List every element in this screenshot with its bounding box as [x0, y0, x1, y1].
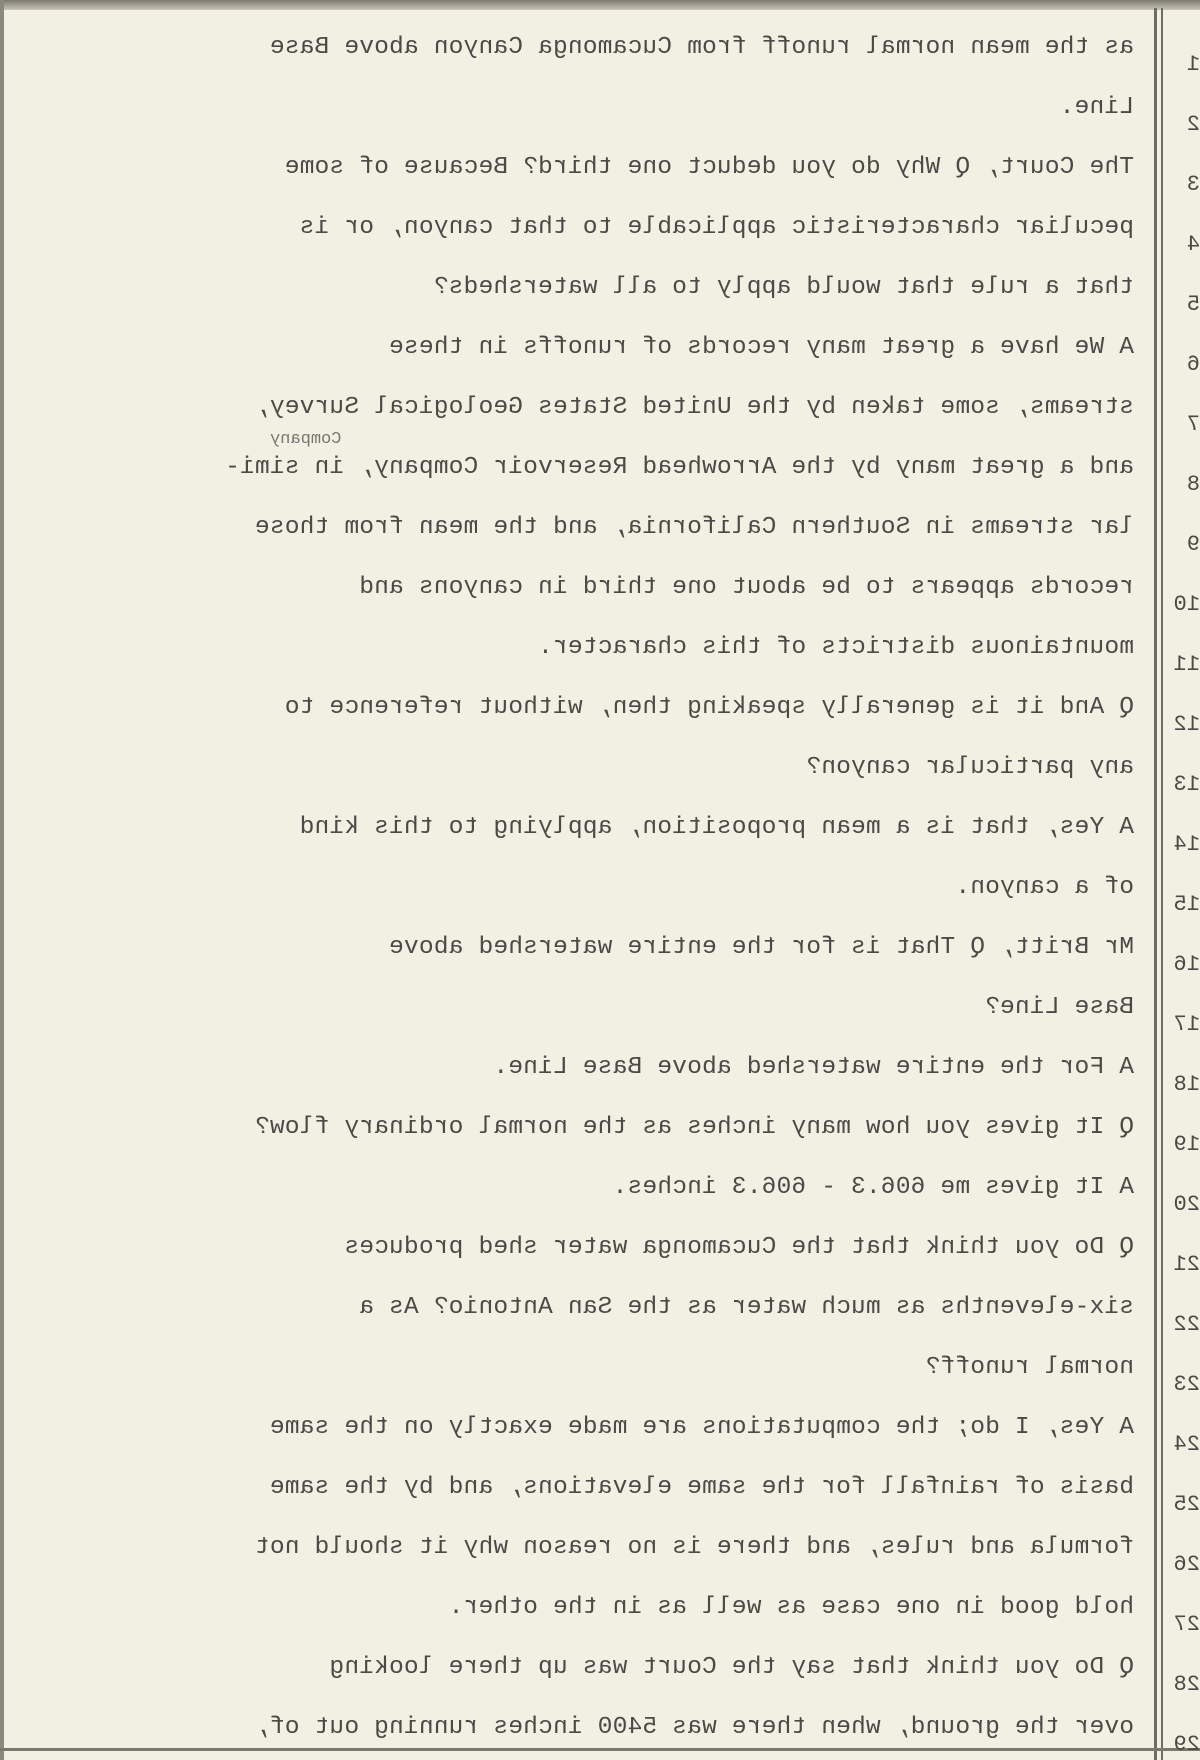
transcript-line: any particular canyon?: [806, 754, 1134, 781]
line-number: 11: [1173, 652, 1200, 677]
line-number: 26: [1173, 1552, 1200, 1577]
line-number: 27: [1173, 1612, 1200, 1637]
line-number: 28: [1173, 1672, 1200, 1697]
line-numbers: [1166, 0, 1200, 1760]
line-number: 1: [1186, 52, 1200, 77]
left-margin-rule: [0, 0, 4, 1760]
line-number: 15: [1173, 892, 1200, 917]
transcript-line: basis of rainfall for the same elevations, and by the same: [269, 1474, 1134, 1501]
transcript-line: lar streams in Southern California, and the mean from those: [254, 514, 1134, 541]
transcript-line: of a canyon.: [955, 874, 1134, 901]
line-number: 13: [1173, 772, 1200, 797]
line-number: 9: [1186, 532, 1200, 557]
line-number: 5: [1186, 292, 1200, 317]
line-number: 22: [1173, 1312, 1200, 1337]
transcript-line: Q Do you think that say the Court was up there looking: [329, 1654, 1134, 1681]
line-number: 3: [1186, 172, 1200, 197]
transcript-line: that a rule that would apply to all watersheds?: [433, 274, 1134, 301]
transcript-line: Mr Britt, Q That is for the entire watershed above: [388, 934, 1134, 961]
transcript-line: over the ground, when there was 5400 inches running out of,: [254, 1714, 1134, 1741]
transcript-line: hold good in one case as well as in the other.: [448, 1594, 1134, 1621]
transcript-line: A It gives me 606.3 - 606.3 inches.: [612, 1174, 1134, 1201]
line-number-rule: [1154, 8, 1157, 1760]
transcript-line: mountainous districts of this character.: [537, 634, 1134, 661]
line-number: 19: [1173, 1132, 1200, 1157]
line-number: 21: [1173, 1252, 1200, 1277]
line-number-rule-inner: [1161, 8, 1163, 1760]
transcript-line: as the mean normal runoff from Cucamonga Canyon above Base: [269, 34, 1134, 61]
transcript-line: six-elevenths as much water as the San Antonio? As a: [359, 1294, 1134, 1321]
line-number: 29: [1173, 1732, 1200, 1757]
line-number: 18: [1173, 1072, 1200, 1097]
line-number: 2: [1186, 112, 1200, 137]
line-number: 7: [1186, 412, 1200, 437]
transcript-line: formula and rules, and there is no reason why it should not: [254, 1534, 1134, 1561]
transcript-line: and a great many by the Arrowhead Reservoir Company, in simi-: [224, 454, 1134, 481]
line-number: 17: [1173, 1012, 1200, 1037]
line-number: 16: [1173, 952, 1200, 977]
handwritten-insertion: Company: [270, 430, 342, 449]
transcript-line: A Yes, that is a mean proposition, applying to this kind: [299, 814, 1134, 841]
line-number: 6: [1186, 352, 1200, 377]
transcript-line: streams, some taken by the United States Geological Survey,: [254, 394, 1134, 421]
transcript-line: Q It gives you how many inches as the normal ordinary flow?: [254, 1114, 1134, 1141]
line-number: 23: [1173, 1372, 1200, 1397]
line-number: 8: [1186, 472, 1200, 497]
line-number: 24: [1173, 1432, 1200, 1457]
transcript-line: A For the entire watershed above Base Line.: [493, 1054, 1134, 1081]
transcript-line: A Yes, I do; the computations are made exactly on the same: [269, 1414, 1134, 1441]
line-number: 4: [1186, 232, 1200, 257]
transcript-line: Line.: [1059, 94, 1134, 121]
line-number: 20: [1173, 1192, 1200, 1217]
line-number: 10: [1173, 592, 1200, 617]
transcript-line: Q Do you think that the Cucamonga water shed produces: [344, 1234, 1134, 1261]
line-number: 25: [1173, 1492, 1200, 1517]
transcript-line: The Court, Q Why do you deduct one third? Because of some: [284, 154, 1134, 181]
transcript-line: Q And it is generally speaking then, without reference to: [284, 694, 1134, 721]
transcript-line: Base Line?: [984, 994, 1134, 1021]
line-number: 14: [1173, 832, 1200, 857]
transcript-line: normal runoff?: [925, 1354, 1134, 1381]
transcript-line: peculiar characteristic applicable to that canyon, or is: [299, 214, 1134, 241]
transcript-body: [8, 0, 1148, 1760]
transcript-line: records appears to be about one third in canyons and: [359, 574, 1134, 601]
line-number: 12: [1173, 712, 1200, 737]
transcript-line: A We have a great many records of runoffs in these: [388, 334, 1134, 361]
